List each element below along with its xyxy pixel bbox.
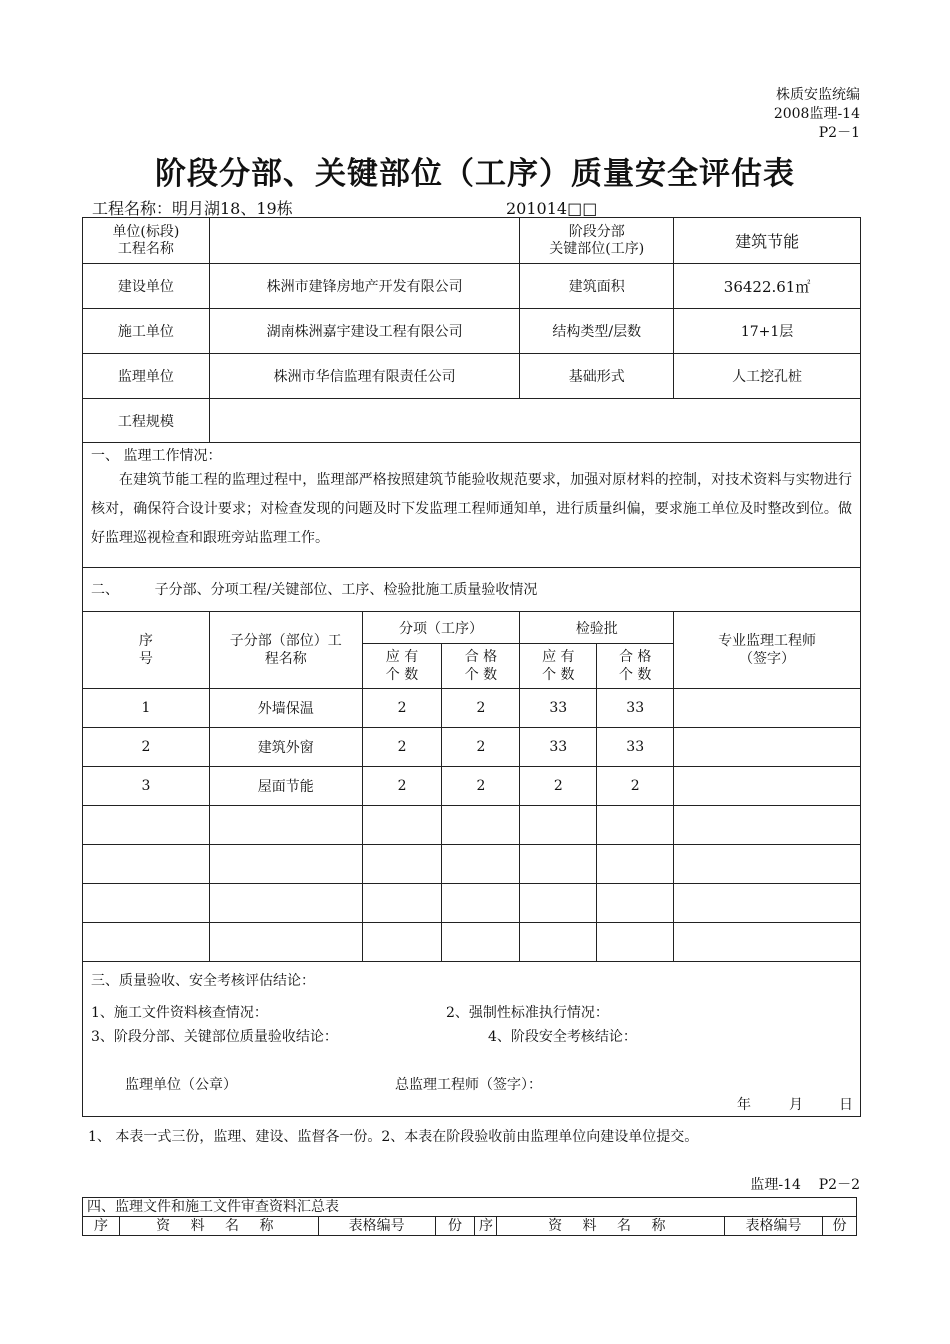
batch-header: 检验批 [520,612,674,644]
section3-item3: 3、阶段分部、关键部位质量验收结论： [91,1029,338,1045]
summary-seq-header-2: 序 [475,1217,497,1236]
assessment-table [82,217,861,1117]
construct-unit-value: 湖南株洲嘉宇建设工程有限公司 [209,309,520,354]
section3-item1: 1、施工文件资料核查情况： [91,1005,268,1021]
chief-signature-label: 总监理工程师（签字）： [395,1077,542,1093]
build-unit-label: 建设单位 [83,264,210,309]
project-number: 201014□□ [506,199,598,218]
table-row [83,767,861,806]
page2-label: 监理-14 P2－2 [750,1177,860,1193]
row-batch-should: 33 [520,728,597,767]
summary-form-header-2: 表格编号 [725,1217,823,1236]
row-engineer [674,767,861,806]
row-name: 建筑外窗 [209,728,362,767]
section3-item4: 4、阶段安全考核结论： [488,1029,637,1045]
batch-should-header: 应 有 个 数 [520,644,597,689]
row-name: 屋面节能 [209,767,362,806]
structure-value: 17+1层 [674,309,861,354]
footnote: 1、 本表一式三份，监理、建设、监督各一份。2、本表在阶段验收前由监理单位向建设单位提交。 [88,1129,699,1145]
section1-cell [83,443,861,568]
table-row [83,689,861,728]
row-sub-should: 2 [362,767,442,806]
date-day: 日 [839,1097,853,1113]
area-label: 建筑面积 [520,264,674,309]
header-org: 株质安监统编 [776,87,860,103]
summary-table [82,1197,857,1236]
engineer-header: 专业监理工程师 （签字） [674,612,861,689]
scale-label: 工程规模 [83,399,210,443]
supervise-unit-label: 监理单位 [83,354,210,399]
row-batch-pass: 33 [597,689,674,728]
page-title: 阶段分部、关键部位（工序）质量安全评估表 [155,156,795,192]
section1-title: 一、 监理工作情况： [91,448,222,464]
row-sub-pass: 2 [442,728,520,767]
table-row [83,884,861,923]
date-year: 年 [737,1097,751,1113]
date-month: 月 [789,1097,803,1113]
summary-seq-header: 序 [83,1217,120,1236]
row-batch-pass: 2 [597,767,674,806]
table-row [83,845,861,884]
table-row [83,728,861,767]
row-batch-pass: 33 [597,728,674,767]
section2-title: 二、 子分部、分项工程/关键部位、工序、检验批施工质量验收情况 [83,568,861,612]
summary-form-header: 表格编号 [318,1217,435,1236]
unit-label: 单位(标段) 工程名称 [83,218,210,264]
build-unit-value: 株洲市建锋房地产开发有限公司 [209,264,520,309]
name-header: 子分部（部位）工 程名称 [209,612,362,689]
sub-should-header: 应 有 个 数 [362,644,442,689]
summary-name-header: 资 料 名 称 [119,1217,318,1236]
area-value: 36422.61㎡ [674,264,861,309]
seal-label: 监理单位（公章） [125,1077,237,1093]
stage-value: 建筑节能 [674,218,861,264]
section3-item2: 2、强制性标准执行情况： [446,1005,609,1021]
seq-header: 序 号 [83,612,210,689]
project-name: 工程名称：明月湖18、19栋 [92,199,293,218]
sub-pass-header: 合 格 个 数 [442,644,520,689]
row-seq: 1 [83,689,210,728]
foundation-label: 基础形式 [520,354,674,399]
unit-value [209,218,520,264]
section3-cell [83,962,861,1117]
table-row [83,806,861,845]
summary-name-header-2: 资 料 名 称 [497,1217,725,1236]
scale-value [209,399,860,443]
row-sub-pass: 2 [442,767,520,806]
supervise-unit-value: 株洲市华信监理有限责任公司 [209,354,520,399]
row-batch-should: 33 [520,689,597,728]
header-page: P2－1 [818,125,860,141]
project-line [92,196,597,219]
construct-unit-label: 施工单位 [83,309,210,354]
summary-copies-header-2: 份 [822,1217,856,1236]
structure-label: 结构类型/层数 [520,309,674,354]
row-sub-should: 2 [362,728,442,767]
section3-title: 三、质量验收、安全考核评估结论： [91,973,315,989]
table-row [83,923,861,962]
row-sub-pass: 2 [442,689,520,728]
summary-title: 四、监理文件和施工文件审查资料汇总表 [83,1198,857,1217]
row-name: 外墙保温 [209,689,362,728]
summary-copies-header: 份 [435,1217,475,1236]
row-engineer [674,728,861,767]
row-batch-should: 2 [520,767,597,806]
row-seq: 2 [83,728,210,767]
batch-pass-header: 合 格 个 数 [597,644,674,689]
row-seq: 3 [83,767,210,806]
row-sub-should: 2 [362,689,442,728]
row-engineer [674,689,861,728]
foundation-value: 人工挖孔桩 [674,354,861,399]
sub-item-header: 分项（工序） [362,612,520,644]
header-code: 2008监理-14 [773,106,860,122]
section1-body: 在建筑节能工程的监理过程中，监理部严格按照建筑节能验收规范要求，加强对原材料的控制，对技术资料与实物进行核对，确保符合设计要求；对检查发现的问题及时下发监理工程师通知单，进行质量纠偏，要求施工单位及时整改到位。做好监理巡视检查和跟班旁站监理工作。 [91,472,852,546]
stage-label: 阶段分部 关键部位(工序) [520,218,674,264]
